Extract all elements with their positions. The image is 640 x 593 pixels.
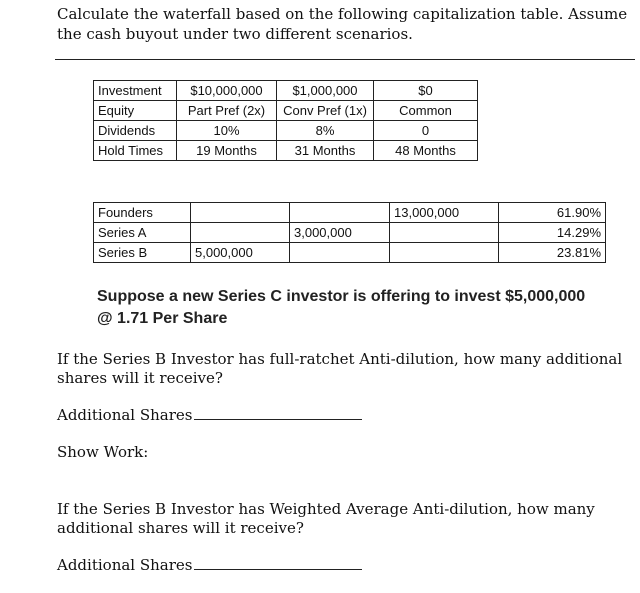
table-cell: [290, 243, 390, 263]
table-row: [94, 223, 606, 243]
table-cell: Investment: [94, 81, 177, 101]
table-cell: Hold Times: [94, 141, 177, 161]
answer-2-row: [57, 556, 632, 575]
table-cell: $1,000,000: [277, 81, 374, 101]
table-cell: 14.29%: [499, 223, 606, 243]
table-cell: Common: [374, 101, 478, 121]
table-cell: [290, 203, 390, 223]
table-cell: 5,000,000: [191, 243, 290, 263]
table-cell: 8%: [277, 121, 374, 141]
additional-shares-label: Additional Shares: [57, 406, 193, 424]
table-row: [94, 203, 606, 223]
intro-text: Calculate the waterfall based on the following capitalization table. Assume the cash buyout under two different scenarios.: [57, 5, 628, 43]
table-cell: Founders: [94, 203, 191, 223]
scenario-line-2: @ 1.71 Per Share: [97, 310, 228, 327]
table-cell: [191, 223, 290, 243]
table-cell: [390, 243, 499, 263]
table-cell: [191, 203, 290, 223]
question-1: If the Series B Investor has full-ratchet Anti-dilution, how many additional shares will it receive?: [57, 350, 623, 387]
divider: [55, 59, 635, 60]
table-cell: 13,000,000: [390, 203, 499, 223]
table-cell: 10%: [177, 121, 277, 141]
table-cell: Conv Pref (1x): [277, 101, 374, 121]
table-row: [94, 243, 606, 263]
table-cell: [390, 223, 499, 243]
table-cell: Part Pref (2x): [177, 101, 277, 121]
table-cell: 61.90%: [499, 203, 606, 223]
show-work-label: Show Work:: [57, 443, 149, 461]
answer-1-row: [57, 406, 632, 425]
question-2: If the Series B Investor has Weighted Average Anti-dilution, how many additional shares will it receive?: [57, 500, 595, 537]
table-cell: $0: [374, 81, 478, 101]
table-cell: Equity: [94, 101, 177, 121]
cap-table: [93, 80, 478, 161]
scenario-text: [97, 286, 585, 330]
ownership-table: [93, 202, 606, 263]
table-cell: $10,000,000: [177, 81, 277, 101]
table-cell: 3,000,000: [290, 223, 390, 243]
table-row: [94, 101, 478, 121]
table-cell: 31 Months: [277, 141, 374, 161]
table-cell: 23.81%: [499, 243, 606, 263]
table-row: [94, 121, 478, 141]
table-cell: Series B: [94, 243, 191, 263]
table-row: [94, 81, 478, 101]
table-row: [94, 141, 478, 161]
scenario-line-1: Suppose a new Series C investor is offering to invest $5,000,000: [97, 288, 586, 305]
answer-2-blank[interactable]: [194, 557, 362, 570]
table-cell: Dividends: [94, 121, 177, 141]
table-cell: 48 Months: [374, 141, 478, 161]
additional-shares-label: Additional Shares: [57, 556, 193, 574]
table-cell: 19 Months: [177, 141, 277, 161]
table-cell: 0: [374, 121, 478, 141]
table-cell: Series A: [94, 223, 191, 243]
answer-1-blank[interactable]: [194, 407, 362, 420]
